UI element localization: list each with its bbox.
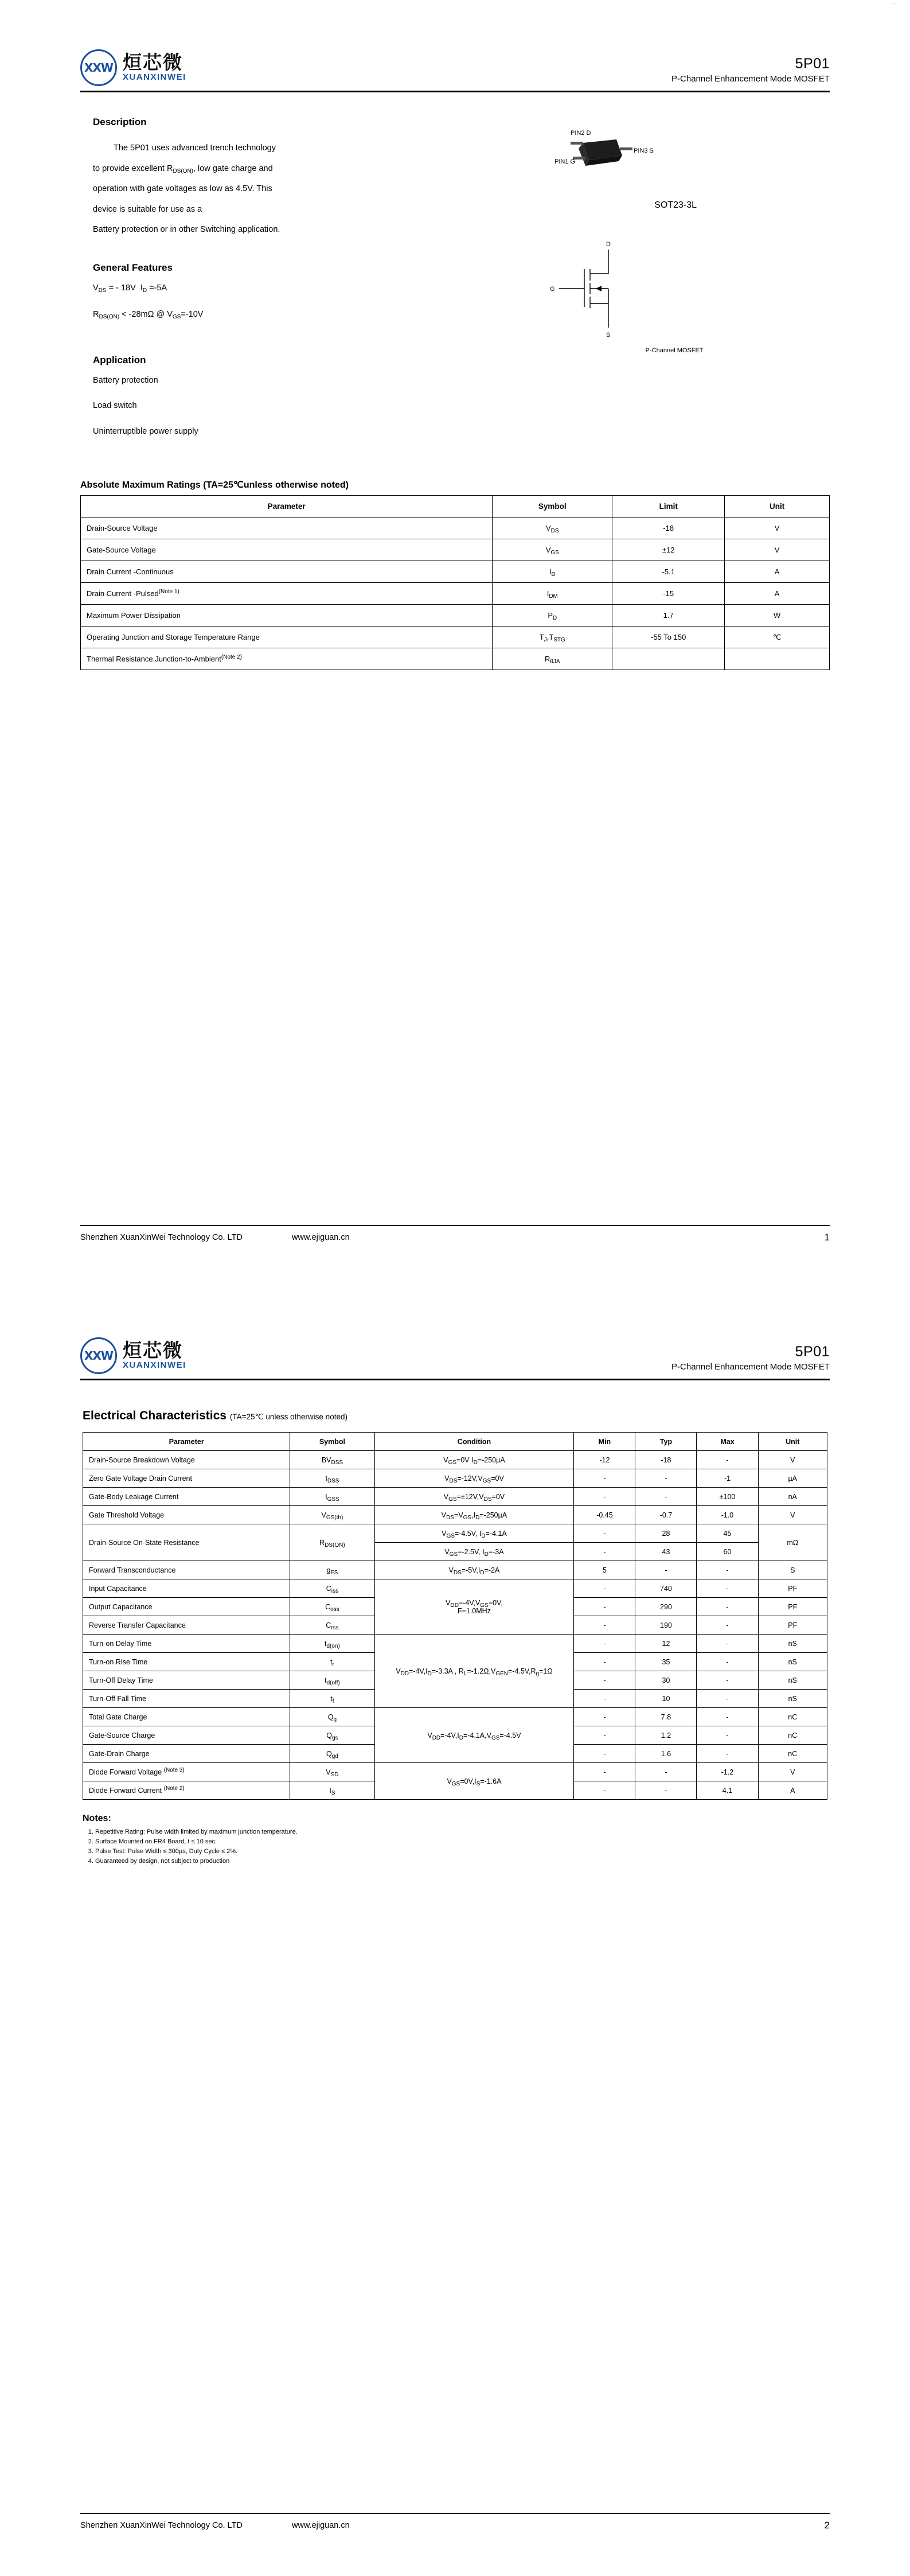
cell-unit: S xyxy=(758,1561,827,1579)
description-line-1 xyxy=(93,138,493,159)
document-header-page2 xyxy=(80,1288,830,1380)
ec-title-condition: (TA=25℃ unless otherwise noted) xyxy=(229,1412,347,1421)
cell-typ: 190 xyxy=(635,1616,697,1635)
col-symbol: Symbol xyxy=(290,1433,374,1451)
cell-min: - xyxy=(574,1708,635,1726)
cell-max: 45 xyxy=(697,1524,758,1543)
cell-unit: V xyxy=(758,1763,827,1781)
cell-symbol: $g_{FS}$ xyxy=(290,1561,374,1579)
cell-limit: -15 xyxy=(612,583,725,605)
cell-max: -1 xyxy=(697,1469,758,1488)
cell-typ: 43 xyxy=(635,1543,697,1561)
cell-typ: -18 xyxy=(635,1451,697,1469)
part-subtitle: P-Channel Enhancement Mode MOSFET xyxy=(671,74,830,84)
cell-parameter: Maximum Power Dissipation xyxy=(81,605,493,627)
logo-mark-icon: XXW xyxy=(80,49,117,86)
cell-typ: 30 xyxy=(635,1671,697,1690)
company-logo xyxy=(80,49,186,86)
feature-item-1: $V_{DS}$ = - 18V $I_D =-5A$ xyxy=(93,283,167,294)
notes-heading: Notes: xyxy=(83,1814,111,1823)
svg-text:D: D xyxy=(606,241,611,248)
svg-text:PIN3 S: PIN3 S xyxy=(634,147,654,154)
package-name: SOT23-3L xyxy=(654,200,697,210)
package-drawing xyxy=(515,122,830,197)
note-item: 1. Repetitive Rating: Pulse width limited by maximum junction temperature. xyxy=(95,1827,830,1837)
description-line-2: to provide excellent $R_{DS(ON)}$, low gate charge and xyxy=(93,164,273,174)
mosfet-symbol xyxy=(515,237,830,346)
cell-max: - xyxy=(697,1726,758,1745)
table-row xyxy=(81,517,830,539)
sot23-package-icon xyxy=(515,122,688,197)
col-unit: Unit xyxy=(725,496,830,517)
cell-parameter: Operating Junction and Storage Temperature Range xyxy=(81,627,493,648)
abs-max-title: Absolute Maximum Ratings (TA=25℃unless otherwise noted) xyxy=(80,480,349,491)
application-item-2: Load switch xyxy=(93,401,137,411)
table-row xyxy=(81,605,830,627)
cell-max: - xyxy=(697,1635,758,1653)
table-header-row xyxy=(81,496,830,517)
table-row xyxy=(83,1524,827,1543)
cell-parameter: Reverse Transfer Capacitance xyxy=(83,1616,290,1635)
cell-unit: nS xyxy=(758,1635,827,1653)
cell-unit: A xyxy=(758,1781,827,1800)
part-number: 5P01 xyxy=(795,55,830,72)
cell-unit: nC xyxy=(758,1745,827,1763)
col-typ: Typ xyxy=(635,1433,697,1451)
cell-limit: ±12 xyxy=(612,539,725,561)
company-logo xyxy=(80,1337,186,1374)
electrical-characteristics-title xyxy=(83,1409,830,1423)
header-part-info xyxy=(671,1343,830,1374)
abs-max-section xyxy=(80,479,830,670)
cell-typ: -0.7 xyxy=(635,1506,697,1524)
logo-english-name: XUANXINWEI xyxy=(123,72,186,83)
cell-unit: PF xyxy=(758,1579,827,1598)
cell-max: -1.2 xyxy=(697,1763,758,1781)
cell-unit: V xyxy=(725,517,830,539)
svg-text:PIN2 D: PIN2 D xyxy=(571,130,591,137)
cell-unit: A xyxy=(725,583,830,605)
cell-symbol: $t_{d(on)}$ xyxy=(290,1635,374,1653)
cell-unit: PF xyxy=(758,1598,827,1616)
footer-company: Shenzhen XuanXinWei Technology Co. LTD xyxy=(80,1233,243,1242)
cell-limit: -5.1 xyxy=(612,561,725,583)
cell-unit: V xyxy=(758,1506,827,1524)
table-row xyxy=(83,1763,827,1781)
col-parameter: Parameter xyxy=(81,496,493,517)
cell-symbol: $t_{d(off)}$ xyxy=(290,1671,374,1690)
cell-unit: nC xyxy=(758,1726,827,1745)
cell-symbol: $I_{DM}$ xyxy=(493,583,612,605)
cell-max: - xyxy=(697,1616,758,1635)
cell-condition: $V_{DS}=V_{GS},I_D=-250\mu A$ xyxy=(374,1506,574,1524)
cell-min: - xyxy=(574,1763,635,1781)
cell-symbol: $T_J,T_{STG}$ xyxy=(493,627,612,648)
logo-text xyxy=(123,50,186,83)
cell-symbol: $V_{SD}$ xyxy=(290,1763,374,1781)
cell-unit: nS xyxy=(758,1653,827,1671)
cell-unit: W xyxy=(725,605,830,627)
cell-unit: A xyxy=(725,561,830,583)
header-part-info xyxy=(671,55,830,86)
cell-max: 60 xyxy=(697,1543,758,1561)
cell-parameter: Gate-Source Charge xyxy=(83,1726,290,1745)
cell-symbol: $V_{GS}$ xyxy=(493,539,612,561)
cell-parameter: Turn-on Rise Time xyxy=(83,1653,290,1671)
part-subtitle: P-Channel Enhancement Mode MOSFET xyxy=(671,1362,830,1372)
cell-typ: 1.2 xyxy=(635,1726,697,1745)
table-row xyxy=(83,1561,827,1579)
cell-min: - xyxy=(574,1488,635,1506)
cell-typ: 12 xyxy=(635,1635,697,1653)
cell-typ: 1.6 xyxy=(635,1745,697,1763)
cell-max: - xyxy=(697,1598,758,1616)
cell-parameter: Diode Forward Voltage $^{(Note 3)}$ xyxy=(83,1763,290,1781)
general-features-heading: General Features xyxy=(93,262,173,273)
p-channel-mosfet-symbol-icon xyxy=(515,237,688,343)
cell-unit: nS xyxy=(758,1671,827,1690)
page-1-footer xyxy=(80,1225,830,1243)
cell-max: -1.0 xyxy=(697,1506,758,1524)
cell-symbol: $C_{rss}$ xyxy=(290,1616,374,1635)
cell-symbol: $C_{oss}$ xyxy=(290,1598,374,1616)
description-line-5: Battery protection or in other Switching application. xyxy=(93,225,280,235)
cell-max: 4.1 xyxy=(697,1781,758,1800)
description-line-3: operation with gate voltages as low as 4.5V. This xyxy=(93,184,272,194)
description-line-4: device is suitable for use as a xyxy=(93,204,202,214)
cell-max: - xyxy=(697,1579,758,1598)
application-heading: Application xyxy=(93,354,146,365)
cell-min: -12 xyxy=(574,1451,635,1469)
cell-max: - xyxy=(697,1745,758,1763)
note-item: 2. Surface Mounted on FR4 Board, t ≤ 10 sec. xyxy=(95,1837,830,1847)
feature-item-2: $R_{DS(ON)} < -28m\Omega$ @ $V_{GS}=-10V$ xyxy=(93,310,204,321)
cell-symbol: $R_{DS(ON)}$ xyxy=(290,1524,374,1561)
cell-symbol: $I_D$ xyxy=(493,561,612,583)
cell-unit: µA xyxy=(758,1469,827,1488)
cell-symbol: $C_{iss}$ xyxy=(290,1579,374,1598)
cell-unit: mΩ xyxy=(758,1524,827,1561)
col-symbol: Symbol xyxy=(493,496,612,517)
cell-symbol: $t_r$ xyxy=(290,1653,374,1671)
cell-typ: 740 xyxy=(635,1579,697,1598)
cell-condition: $V_{GS}=-4.5V$, $I_D=-4.1A$ xyxy=(374,1524,574,1543)
cell-min: - xyxy=(574,1598,635,1616)
table-row xyxy=(83,1488,827,1506)
cell-max: - xyxy=(697,1690,758,1708)
logo-mark-icon: XXW xyxy=(80,1337,117,1374)
table-row xyxy=(83,1469,827,1488)
footer-page-number: 2 xyxy=(824,2520,830,2531)
col-condition: Condition xyxy=(374,1433,574,1451)
cell-parameter: Turn-Off Fall Time xyxy=(83,1690,290,1708)
cell-typ: 10 xyxy=(635,1690,697,1708)
description-text-1: The 5P01 uses advanced trench technology xyxy=(114,143,276,153)
col-limit: Limit xyxy=(612,496,725,517)
table-row xyxy=(81,627,830,648)
cell-min: - xyxy=(574,1653,635,1671)
cell-limit: -55 To 150 xyxy=(612,627,725,648)
ec-title-text: Electrical Characteristics xyxy=(83,1409,226,1422)
cell-max: - xyxy=(697,1653,758,1671)
table-header-row xyxy=(83,1433,827,1451)
cell-unit xyxy=(725,648,830,670)
cell-parameter: Drain-Source Breakdown Voltage xyxy=(83,1451,290,1469)
left-text-column xyxy=(80,116,493,453)
cell-condition: $V_{GS}=\pm 12V,V_{DS}=0V$ xyxy=(374,1488,574,1506)
cell-min: - xyxy=(574,1745,635,1763)
cell-parameter: Gate Threshold Voltage xyxy=(83,1506,290,1524)
cell-min: - xyxy=(574,1579,635,1598)
table-row xyxy=(81,561,830,583)
footer-url[interactable]: www.ejiguan.cn xyxy=(291,1233,350,1242)
cell-symbol: $V_{GS(th)}$ xyxy=(290,1506,374,1524)
logo-english-name: XUANXINWEI xyxy=(123,1360,186,1371)
cell-parameter: Gate-Body Leakage Current xyxy=(83,1488,290,1506)
cell-typ: - xyxy=(635,1561,697,1579)
cell-condition: $V_{DS}=-5V,I_D=-2A$ xyxy=(374,1561,574,1579)
footer-company: Shenzhen XuanXinWei Technology Co. LTD xyxy=(80,2521,243,2530)
footer-page-number: 1 xyxy=(824,1232,830,1243)
cell-typ: 35 xyxy=(635,1653,697,1671)
electrical-characteristics-table xyxy=(83,1432,827,1800)
part-number: 5P01 xyxy=(795,1343,830,1360)
table-row xyxy=(81,539,830,561)
cell-parameter: Output Capacitance xyxy=(83,1598,290,1616)
col-parameter: Parameter xyxy=(83,1433,290,1451)
cell-parameter: Total Gate Charge xyxy=(83,1708,290,1726)
cell-limit: -18 xyxy=(612,517,725,539)
cell-parameter: Drain Current -Continuous xyxy=(81,561,493,583)
cell-max: - xyxy=(697,1708,758,1726)
cell-parameter: Turn-on Delay Time xyxy=(83,1635,290,1653)
cell-symbol: $Q_g$ xyxy=(290,1708,374,1726)
cell-unit: nS xyxy=(758,1690,827,1708)
cell-parameter: Forward Transconductance xyxy=(83,1561,290,1579)
cell-typ: - xyxy=(635,1781,697,1800)
cell-min: - xyxy=(574,1781,635,1800)
col-max: Max xyxy=(697,1433,758,1451)
cell-typ: - xyxy=(635,1469,697,1488)
document-header xyxy=(80,0,830,92)
cell-typ: - xyxy=(635,1488,697,1506)
cell-min: - xyxy=(574,1690,635,1708)
cell-typ: - xyxy=(635,1763,697,1781)
cell-unit: ℃ xyxy=(725,627,830,648)
table-row xyxy=(83,1451,827,1469)
symbol-caption: P-Channel MOSFET xyxy=(645,347,704,354)
notes-list xyxy=(83,1827,830,1866)
col-unit: Unit xyxy=(758,1433,827,1451)
page-2-footer xyxy=(80,2513,830,2531)
logo-text xyxy=(123,1338,186,1371)
cell-condition: $V_{GS}=0V,I_S=-1.6A$ xyxy=(374,1763,574,1800)
cell-symbol: $Q_{gs}$ xyxy=(290,1726,374,1745)
svg-text:G: G xyxy=(550,286,555,293)
cell-min: - xyxy=(574,1469,635,1488)
cell-min: - xyxy=(574,1671,635,1690)
cell-limit xyxy=(612,648,725,670)
cell-symbol: $t_f$ xyxy=(290,1690,374,1708)
application-item-3: Uninterruptible power supply xyxy=(93,426,198,436)
cell-parameter: Input Capacitance xyxy=(83,1579,290,1598)
cell-min: - xyxy=(574,1726,635,1745)
cell-symbol: $I_{DSS}$ xyxy=(290,1469,374,1488)
cell-symbol: $Q_{gd}$ xyxy=(290,1745,374,1763)
svg-text:PIN1 G: PIN1 G xyxy=(554,158,576,165)
cell-max: - xyxy=(697,1451,758,1469)
cell-unit: nA xyxy=(758,1488,827,1506)
cell-min: - xyxy=(574,1524,635,1543)
cell-typ: 28 xyxy=(635,1524,697,1543)
table-row xyxy=(83,1635,827,1653)
cell-max: ±100 xyxy=(697,1488,758,1506)
cell-condition: $V_{DD}=-4V,V_{GS}=0V$, F=1.0MHz xyxy=(374,1579,574,1635)
cell-parameter: Drain-Source Voltage xyxy=(81,517,493,539)
cell-parameter: Drain Current -Pulsed$^{(Note 1)}$ xyxy=(81,583,493,605)
col-min: Min xyxy=(574,1433,635,1451)
notes-section xyxy=(83,1814,830,1866)
cell-condition: $V_{GS}=0V$ $I_D=-250\mu A$ xyxy=(374,1451,574,1469)
svg-text:S: S xyxy=(606,332,611,338)
cell-symbol: $R_{\theta JA}$ xyxy=(493,648,612,670)
cell-symbol: $P_D$ xyxy=(493,605,612,627)
cell-parameter: Thermal Resistance,Junction-to-Ambient$^{(Note 2)}$ xyxy=(81,648,493,670)
cell-unit: V xyxy=(725,539,830,561)
table-row xyxy=(83,1579,827,1598)
cell-parameter: Zero Gate Voltage Drain Current xyxy=(83,1469,290,1488)
cell-unit: V xyxy=(758,1451,827,1469)
table-row xyxy=(81,583,830,605)
cell-condition: $V_{DS}=-12V,V_{GS}=0V$ xyxy=(374,1469,574,1488)
cell-limit: 1.7 xyxy=(612,605,725,627)
logo-chinese-name: 烜芯微 xyxy=(123,1338,183,1361)
table-row xyxy=(81,648,830,670)
cell-parameter: Gate-Source Voltage xyxy=(81,539,493,561)
description-heading: Description xyxy=(93,116,147,127)
cell-symbol: $BV_{DSS}$ xyxy=(290,1451,374,1469)
cell-min: - xyxy=(574,1616,635,1635)
application-item-1: Battery protection xyxy=(93,375,158,385)
cell-unit: nC xyxy=(758,1708,827,1726)
corner-dot-icon: · xyxy=(893,0,895,7)
footer-url[interactable]: www.ejiguan.cn xyxy=(291,2521,350,2530)
cell-condition: $V_{DD}=-4V,I_D=-3.3A$ , $R_L=-1.2\Omega,V_{GEN}=-4.5V,R_g=1\Omega$ xyxy=(374,1635,574,1708)
cell-typ: 290 xyxy=(635,1598,697,1616)
cell-parameter: Diode Forward Current $^{(Note 2)}$ xyxy=(83,1781,290,1800)
logo-chinese-name: 烜芯微 xyxy=(123,50,183,73)
cell-min: -0.45 xyxy=(574,1506,635,1524)
cell-condition: $V_{GS}=-2.5V$, $I_D=-3A$ xyxy=(374,1543,574,1561)
cell-parameter: Gate-Drain Charge xyxy=(83,1745,290,1763)
cell-parameter: Turn-Off Delay Time xyxy=(83,1671,290,1690)
cell-condition: $V_{DD}=-4V,I_D=-4.1A,V_{GS}=-4.5V$ xyxy=(374,1708,574,1763)
cell-symbol: $V_{DS}$ xyxy=(493,517,612,539)
cell-max: - xyxy=(697,1561,758,1579)
cell-symbol: $I_{GSS}$ xyxy=(290,1488,374,1506)
cell-parameter: Drain-Source On-State Resistance xyxy=(83,1524,290,1561)
page-2 xyxy=(0,1288,910,2576)
cell-min: 5 xyxy=(574,1561,635,1579)
cell-unit: PF xyxy=(758,1616,827,1635)
cell-max: - xyxy=(697,1671,758,1690)
note-item: 4. Guaranteed by design, not subject to production xyxy=(95,1857,830,1866)
cell-symbol: $I_S$ xyxy=(290,1781,374,1800)
table-row xyxy=(83,1708,827,1726)
cell-min: - xyxy=(574,1635,635,1653)
cell-typ: 7.8 xyxy=(635,1708,697,1726)
note-item: 3. Pulse Test: Pulse Width ≤ 300µs, Duty Cycle ≤ 2%. xyxy=(95,1847,830,1857)
absolute-maximum-ratings-table xyxy=(80,495,830,670)
table-row xyxy=(83,1506,827,1524)
cell-min: - xyxy=(574,1543,635,1561)
